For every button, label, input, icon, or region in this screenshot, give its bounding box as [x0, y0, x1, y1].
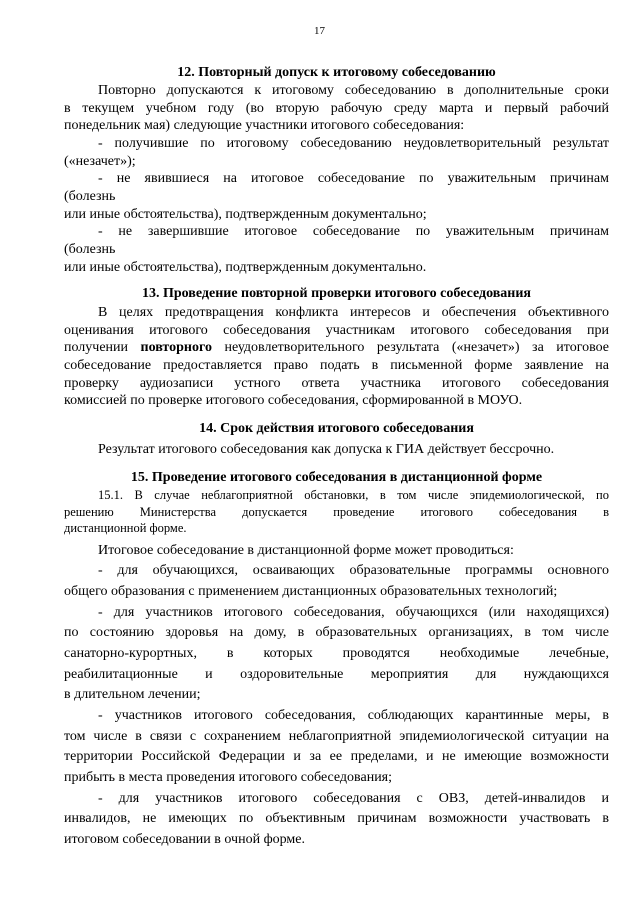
text-line: собеседование предоставляется право подать в письменной форме заявление на	[64, 358, 609, 373]
bold-word: повторного	[140, 340, 212, 355]
text-line: том числе в связи с сохранением неблагоприятной эпидемиологической ситуации на	[64, 729, 609, 744]
text-line: - для участников итогового собеседования, обучающихся (или находящихся)	[98, 605, 609, 620]
section-12-title: 12. Повторный допуск к итоговому собеседованию	[177, 65, 496, 80]
text-line: в текущем учебном году (во вторую рабочую среду марта и первый рабочий	[64, 101, 609, 116]
section-13-title: 13. Проведение повторной проверки итогового собеседования	[141, 286, 532, 301]
text-line: 15.1. В случае неблагоприятной обстановки, в том числе эпидемиологической, по	[98, 488, 609, 502]
text-line: дистанционной форме.	[64, 521, 187, 535]
text-line: прибыть в места проведения итогового собеседования;	[64, 770, 393, 785]
text-line: в длительном лечении;	[64, 687, 201, 702]
text-fragment: неудовлетворительного результата («незачет») за итоговое	[211, 340, 609, 355]
text-line: итоговом собеседовании в очной форме.	[64, 832, 306, 847]
text-line: - для обучающихся, осваивающих образовательные программы основного	[98, 563, 609, 578]
text-line: - не явившиеся на итоговое собеседование по уважительным причинам	[98, 171, 609, 186]
text-line: Результат итогового собеседования как допуска к ГИА действует бессрочно.	[98, 442, 555, 457]
text-line: общего образования с применением дистанционных образовательных технологий;	[64, 584, 558, 599]
text-line: реабилитационные и оздоровительные мероприятия для нуждающихся	[64, 667, 609, 682]
text-line: (болезнь	[64, 189, 116, 204]
text-line: понедельник мая) следующие участники итогового собеседования:	[64, 118, 465, 133]
page-number: 17	[314, 25, 325, 37]
text-fragment: получении	[64, 340, 141, 355]
text-line: («незачет»);	[64, 154, 136, 169]
text-line: по состоянию здоровья на дому, в образовательных организациях, в том числе	[64, 625, 609, 640]
text-line: санаторно-курортных, в которых проводятся необходимые лечебные,	[64, 646, 609, 661]
text-line: территории Российской Федерации и за ее пределами, и не имеющие возможности	[64, 749, 609, 764]
section-14-title: 14. Срок действия итогового собеседования	[199, 421, 474, 436]
text-line: или иные обстоятельства), подтвержденным документально;	[64, 207, 427, 222]
text-line: - участников итогового собеседования, соблюдающих карантинные меры, в	[98, 708, 609, 723]
text-line: - для участников итогового собеседования с ОВЗ, детей-инвалидов и	[98, 791, 609, 806]
text-line: инвалидов, не имеющих по объективным причинам возможности участвовать в	[64, 811, 609, 826]
text-line: или иные обстоятельства), подтвержденным документально.	[64, 260, 427, 275]
text-line: решению Министерства допускается проведение итогового собеседования в	[64, 505, 609, 519]
text-line: - не завершившие итоговое собеседование по уважительным причинам	[98, 224, 609, 239]
text-line: (болезнь	[64, 242, 116, 257]
text-line: Итоговое собеседование в дистанционной форме может проводиться:	[98, 543, 514, 558]
text-line: проверку аудиозаписи устного ответа участника итогового собеседования	[64, 376, 609, 391]
text-line: комиссией по проверке итогового собеседования, сформированной в МОУО.	[64, 393, 523, 408]
text-line: оценивания итогового собеседования участникам итогового собеседования при	[64, 323, 609, 338]
text-line: Повторно допускаются к итоговому собеседованию в дополнительные сроки	[98, 83, 609, 98]
text-line: В целях предотвращения конфликта интересов и обеспечения объективного	[98, 305, 609, 320]
text-line: - получившие по итоговому собеседованию неудовлетворительный результат	[98, 136, 609, 151]
section-15-title: 15. Проведение итогового собеседования в дистанционной форме	[130, 470, 543, 485]
text-line	[64, 339, 609, 356]
